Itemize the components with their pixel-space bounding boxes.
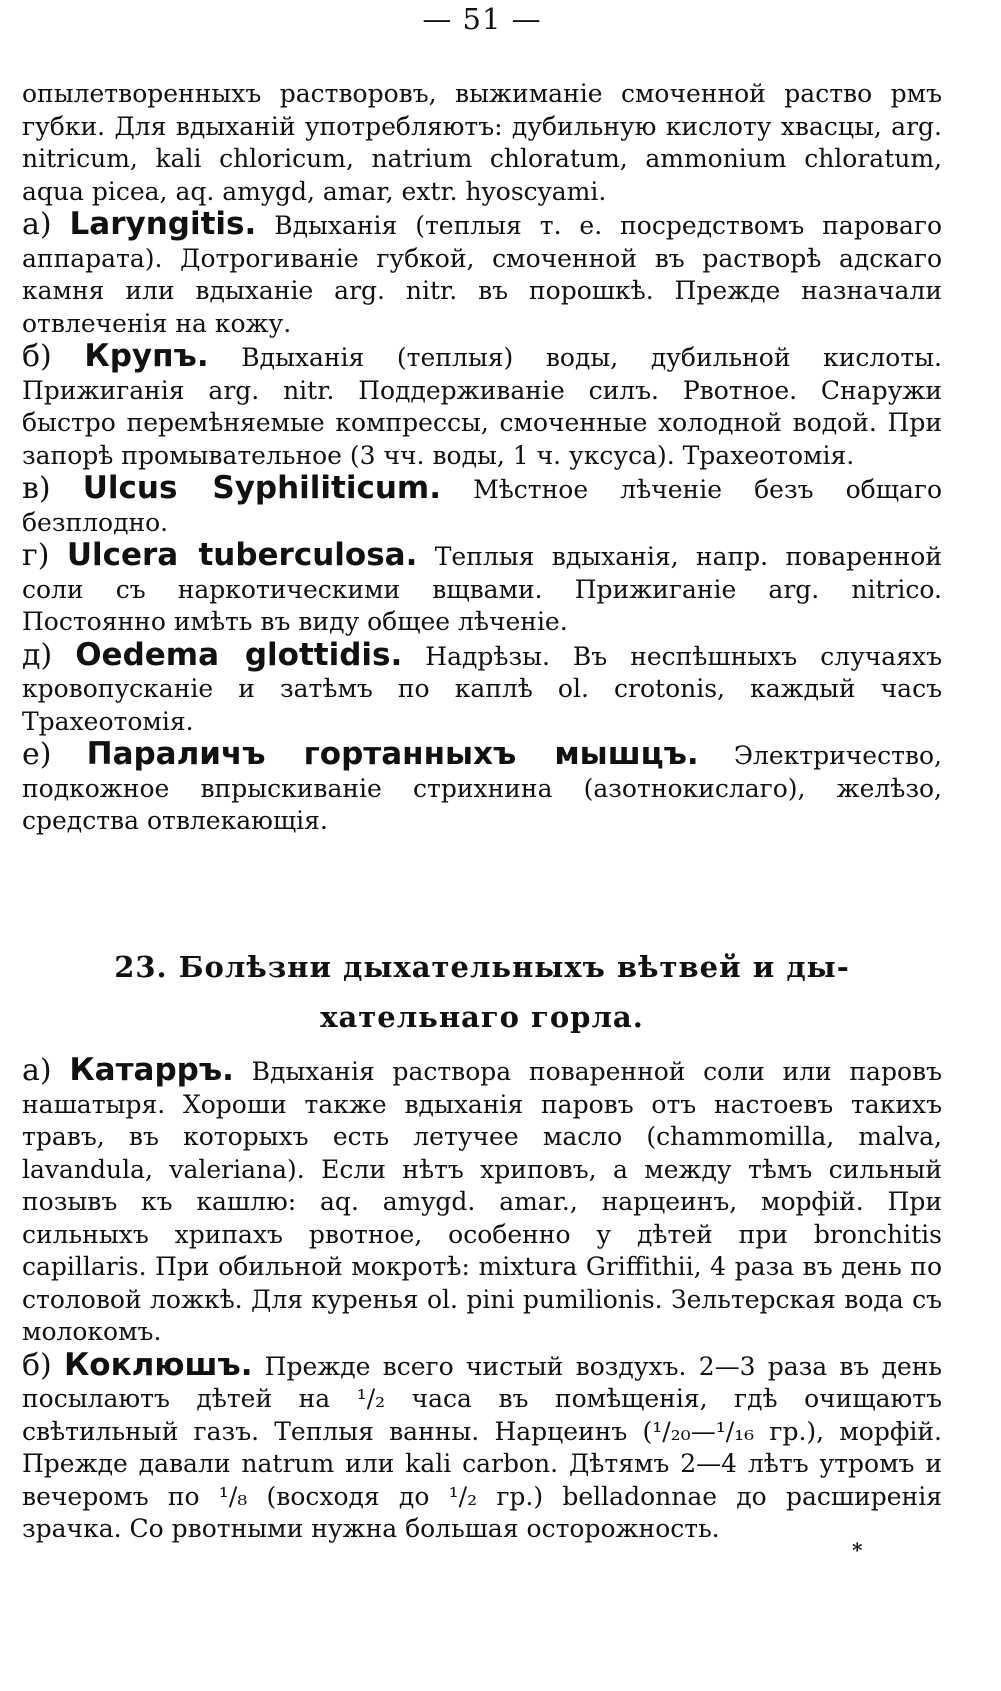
item-marker: а)	[22, 1053, 52, 1088]
text-block-lower	[22, 1054, 942, 1546]
item-katarr	[22, 1054, 942, 1349]
section-heading-line-1: 23. Болѣзни дыхательныхъ вѣтвей и ды-	[114, 950, 850, 984]
item-marker: е)	[22, 737, 52, 772]
item-koklyush	[22, 1346, 942, 1546]
intro-paragraph: опылетворенныхъ растворовъ, выжиманіе смоченной раство рмъ губки. Для вдыханій употребляютъ: дубильную кислоту хвасцы, arg. nitricum, kali chloricum, natrium chloratum, ammonium chloratum, aqua picea, aq. amygd, amar, extr. hyoscyami.	[22, 79, 942, 206]
item-text: Теплыя вдыханія, напр. поваренной соли съ наркотическими вщвами. Прижиганіе arg. nitrico. Постоянно имѣть въ виду общее лѣченіе.	[22, 542, 943, 636]
item-laryngitis	[22, 208, 942, 340]
item-marker: а)	[22, 207, 52, 242]
item-term: Ulcera tuberculosa.	[66, 537, 418, 573]
item-text: Электричество, подкожное впрыскиваніе стрихнина (азотнокислаго), желѣзо, средства отвлекающія.	[22, 741, 942, 835]
item-term: Параличъ гортанныхъ мышцъ.	[86, 736, 699, 772]
item-oedema-glottidis	[22, 636, 942, 739]
item-krup	[22, 340, 942, 472]
section-heading-line-2: хательнаго горла.	[320, 1000, 644, 1034]
text-block-upper	[22, 78, 942, 838]
item-text: Прежде всего чистый воздухъ. 2—3 раза въ день посылаютъ дѣтей на ¹/₂ часа въ помѣщенія, гдѣ очищаютъ свѣтильный газъ. Теплыя ванны. Нарцеинъ (¹/₂₀—¹/₁₆ гр.), морфій. Прежде давали natrum или kali carbon. Дѣтямъ 2—4 лѣтъ утромъ и вечеромъ по ¹/₈ (восходя до ¹/₂ гр.) belladonnae до расширенія зрачка. Со рвотными нужна большая осторожность.	[22, 1351, 942, 1543]
item-marker: б)	[22, 339, 52, 374]
page-number: — 51 —	[422, 2, 542, 36]
item-marker: д)	[22, 637, 53, 673]
item-term: Катарръ.	[69, 1052, 234, 1088]
page	[22, 0, 942, 1691]
item-term: Laryngitis.	[69, 206, 257, 242]
footnote-mark: *	[852, 1538, 863, 1562]
item-marker: г)	[22, 538, 50, 573]
item-text: Надрѣзы. Въ неспѣшныхъ случаяхъ кровопусканіе и затѣмъ по каплѣ ol. crotonis, каждый часъ Трахеотомія.	[22, 641, 942, 736]
section-heading	[22, 942, 942, 1042]
item-marker: б)	[22, 1347, 52, 1383]
item-term: Oedema glottidis.	[75, 636, 403, 673]
item-term: Ulcus Syphiliticum.	[82, 470, 442, 506]
item-text: Мѣстное лѣченіе безъ общаго безплодно.	[22, 475, 942, 537]
item-ulcera-tuberculosa	[22, 539, 942, 639]
item-text: Вдыханія (теплыя т. е. посредствомъ пароваго аппарата). Дотрогиваніе губкой, смоченной въ растворѣ адскаго камня или вдыханіе arg. nitr. въ порошкѣ. Прежде назначали отвлеченія на кожу.	[22, 211, 942, 338]
item-marker: в)	[22, 471, 51, 506]
item-paralich	[22, 738, 942, 838]
item-text: Вдыханія раствора поваренной соли или паровъ нашатыря. Хороши также вдыханія паровъ отъ настоевъ такихъ травъ, въ которыхъ есть летучее масло (chammomilla, malva, lavandula, valeriana). Если нѣтъ хриповъ, а между тѣмъ сильный позывъ къ кашлю: aq. amygd. amar., нарцеинъ, морфій. При сильныхъ хрипахъ рвотное, особенно у дѣтей при bronchitis capillaris. При обильной мокротѣ: mixtura Griffithii, 4 раза въ день по столовой ложкѣ. Для куренья ol. pini pumilionis. Зельтерская вода съ молокомъ.	[22, 1057, 942, 1346]
item-ulcus-syphiliticum	[22, 472, 942, 539]
item-term: Крупъ.	[84, 338, 209, 374]
item-text: Вдыханія (теплыя) воды, дубильной кислоты. Прижиганія arg. nitr. Поддерживаніе силъ. Рвотное. Снаружи быстро перемѣняемые компрессы, смоченные холодной водой. При запорѣ промывательное (3 чч. воды, 1 ч. уксуса). Трахеотомія.	[22, 343, 942, 470]
item-term: Коклюшъ.	[63, 1346, 253, 1383]
